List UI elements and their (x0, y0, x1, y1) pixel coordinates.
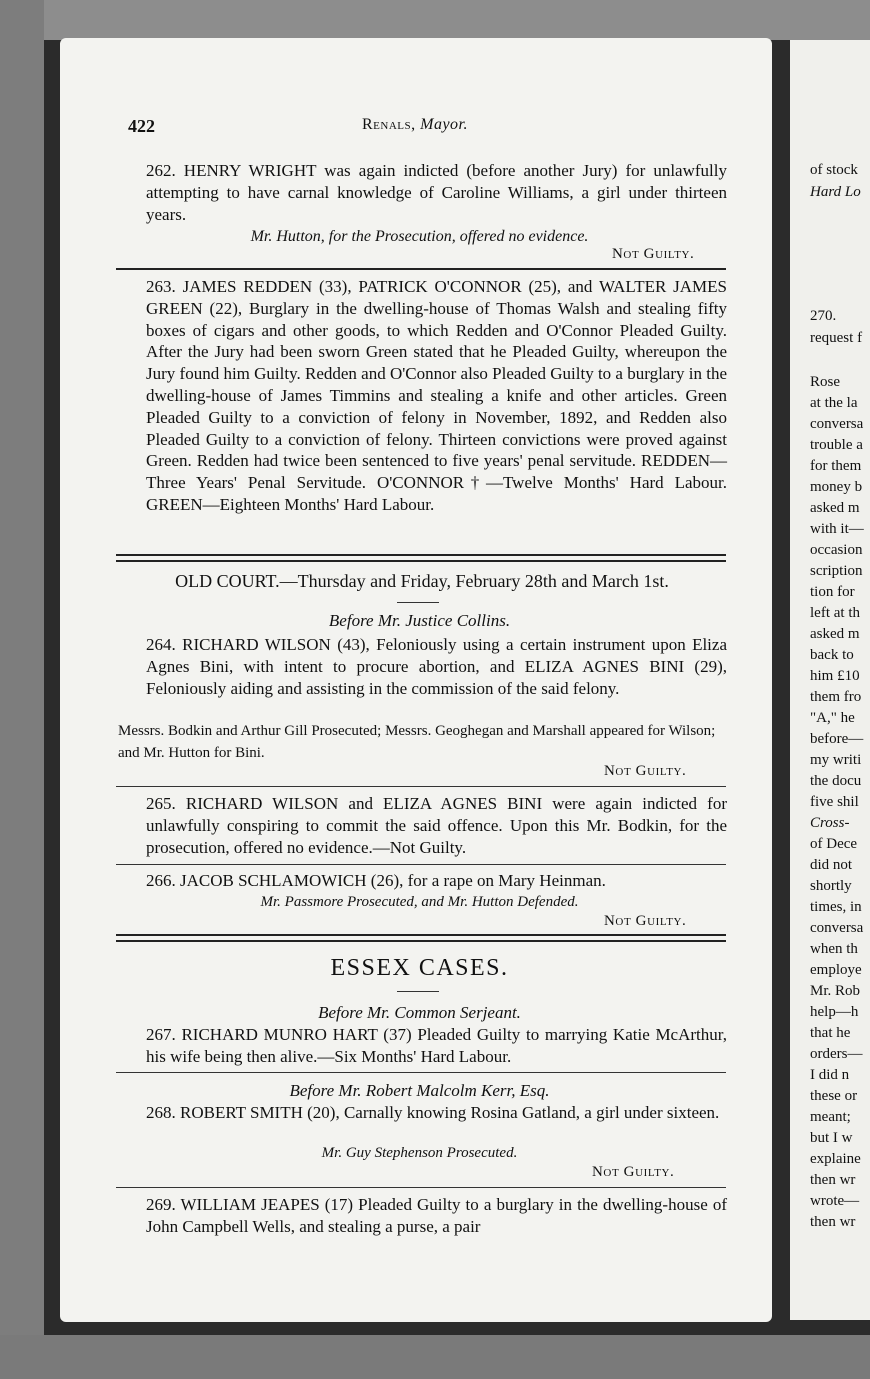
case-268 (112, 1102, 727, 1124)
case-262-counsel: Mr. Hutton, for the Prosecution, offered no evidence. (250, 228, 589, 245)
facing-fragment: orders— (810, 1046, 863, 1062)
case-267 (112, 1024, 727, 1068)
section-rule (116, 864, 726, 865)
case-266-verdict: Not Guilty. (604, 913, 687, 929)
scan-bottom-edge (0, 1335, 870, 1379)
case-264-verdict: Not Guilty. (604, 763, 687, 779)
case-265-text: 265. RICHARD WILSON and ELIZA AGNES BINI were again indicted for unlawfully conspiring to commit the said offence. Upon this Mr. Bodkin, for the prosecution, offered no evidence.—Not Guilty. (146, 794, 727, 857)
facing-fragment: five shil (810, 794, 859, 810)
double-rule (116, 934, 726, 942)
facing-fragment: him £10 (810, 668, 860, 684)
section-rule (116, 1187, 726, 1188)
facing-fragment: the docu (810, 773, 862, 789)
facing-fragment: that he (810, 1025, 851, 1041)
facing-fragment: asked m (810, 500, 860, 516)
facing-fragment: asked m (810, 626, 860, 642)
facing-fragment: left at th (810, 605, 860, 621)
running-head (362, 116, 468, 134)
facing-fragment: back to (810, 647, 854, 663)
facing-fragment: Mr. Rob (810, 983, 861, 999)
facing-fragment: employe (810, 962, 862, 978)
facing-fragment: of Dece (810, 836, 858, 852)
case-268-counsel: Mr. Guy Stephenson Prosecuted. (321, 1145, 518, 1161)
case-269 (112, 1194, 727, 1238)
facing-fragment: tion for (810, 584, 855, 600)
facing-fragment: before— (810, 731, 864, 747)
facing-fragment: Rose (810, 374, 840, 390)
section-rule (116, 786, 726, 787)
page-number: 422 (128, 116, 155, 136)
scan-left-edge (0, 0, 44, 1379)
case-267-text: 267. RICHARD MUNRO HART (37) Pleaded Guilty to marrying Katie McArthur, his wife being then alive.—Six Months' Hard Labour. (146, 1025, 727, 1066)
section-rule (116, 1072, 726, 1073)
facing-fragment: help—h (810, 1004, 859, 1020)
facing-fragment: these or (810, 1088, 858, 1104)
facing-fragment: explaine (810, 1151, 861, 1167)
case-264 (112, 634, 727, 699)
facing-fragment: for them (810, 458, 862, 474)
facing-fragment: wrote— (810, 1193, 860, 1209)
running-head-title: Mayor. (420, 116, 469, 133)
double-rule (116, 554, 726, 562)
case-266-text: 266. JACOB SCHLAMOWICH (26), for a rape on Mary Heinman. (146, 871, 606, 890)
essex-cases-heading: ESSEX CASES. (330, 955, 509, 981)
facing-fragment: did not (810, 857, 853, 873)
facing-fragment: conversa (810, 920, 864, 936)
facing-fragment: my writi (810, 752, 862, 768)
facing-fragment: scription (810, 563, 863, 579)
case-268-text: 268. ROBERT SMITH (20), Carnally knowing Rosina Gatland, a girl under sixteen. (146, 1103, 720, 1122)
facing-fragment: then wr (810, 1172, 856, 1188)
old-court-heading: OLD COURT.—Thursday and Friday, February 28th and March 1st. (175, 571, 669, 591)
case-262 (112, 160, 727, 225)
facing-fragment: I did n (810, 1067, 850, 1083)
before-robert-malcolm-kerr: Before Mr. Robert Malcolm Kerr, Esq. (289, 1081, 550, 1100)
facing-fragment: when th (810, 941, 858, 957)
short-rule (397, 602, 439, 603)
before-common-serjeant: Before Mr. Common Serjeant. (318, 1003, 521, 1022)
facing-fragment: conversa (810, 416, 864, 432)
running-head-name: Renals, (362, 116, 416, 133)
section-rule (116, 268, 726, 270)
facing-fragment: trouble a (810, 437, 863, 453)
facing-fragment: Hard Lo (810, 184, 861, 200)
case-262-verdict: Not Guilty. (612, 246, 695, 262)
facing-fragment: shortly (810, 878, 852, 894)
facing-fragment: them fro (810, 689, 862, 705)
short-rule (397, 991, 439, 992)
facing-fragment: request f (810, 330, 863, 346)
case-263-text: 263. JAMES REDDEN (33), PATRICK O'CONNOR (25), and WALTER JAMES GREEN (22), Burglary in the dwelling-house of Thomas Walsh and stealing fifty boxes of cigars and other goods, to which Redden and O'Connor Pleaded Guilty. After the Jury had been sworn Green stated that he Pleaded Guilty, whereupon the Jury found him Guilty. Redden and O'Connor also Pleaded Guilty to a burglary in the dwelling-house of James Timmins and stealing a knife and other articles. Green Pleaded Guilty to a conviction of felony in November, 1892, and Redden also Pleaded Guilty to a conviction of felony. Thirteen convictions were proved against Green. Redden had twice been sentenced to five years' penal servitude. REDDEN—Three Years' Penal Servitude. O'CONNOR†—Twelve Months' Hard Labour. GREEN—Eighteen Months' Hard Labour. (146, 277, 727, 514)
facing-fragment: of stock (810, 162, 858, 178)
facing-fragment: with it— (810, 521, 864, 537)
case-266 (112, 870, 727, 892)
facing-fragment: money b (810, 479, 863, 495)
facing-fragment: occasion (810, 542, 863, 558)
facing-fragment: 270. (810, 308, 837, 324)
scan-top-edge (0, 0, 870, 40)
facing-fragment: "A," he (810, 710, 855, 726)
before-justice-collins: Before Mr. Justice Collins. (328, 611, 511, 630)
facing-fragment: Cross- (810, 815, 850, 831)
case-265 (112, 793, 727, 858)
facing-fragment: but I w (810, 1130, 853, 1146)
case-263 (112, 276, 727, 516)
case-264-text: 264. RICHARD WILSON (43), Feloniously using a certain instrument upon Eliza Agnes Bini, with intent to procure abortion, and ELIZA AGNES BINI (29), Feloniously aiding and assisting in the commission of the said felony. (146, 635, 727, 698)
facing-fragment: meant; (810, 1109, 851, 1125)
case-269-text: 269. WILLIAM JEAPES (17) Pleaded Guilty to a burglary in the dwelling-house of John Campbell Wells, and stealing a purse, a pair (146, 1195, 727, 1236)
case-266-counsel: Mr. Passmore Prosecuted, and Mr. Hutton Defended. (260, 894, 579, 910)
case-268-verdict: Not Guilty. (592, 1164, 675, 1180)
case-262-text: 262. HENRY WRIGHT was again indicted (before another Jury) for unlawfully attempting to have carnal knowledge of Caroline Williams, a girl under thirteen years. (146, 161, 727, 224)
facing-fragment: then wr (810, 1214, 856, 1230)
case-264-counsel: Messrs. Bodkin and Arthur Gill Prosecuted; Messrs. Geoghegan and Marshall appeared for Wilson; and Mr. Hutton for Bini. (118, 723, 716, 761)
facing-fragment: at the la (810, 395, 858, 411)
facing-fragment: times, in (810, 899, 862, 915)
